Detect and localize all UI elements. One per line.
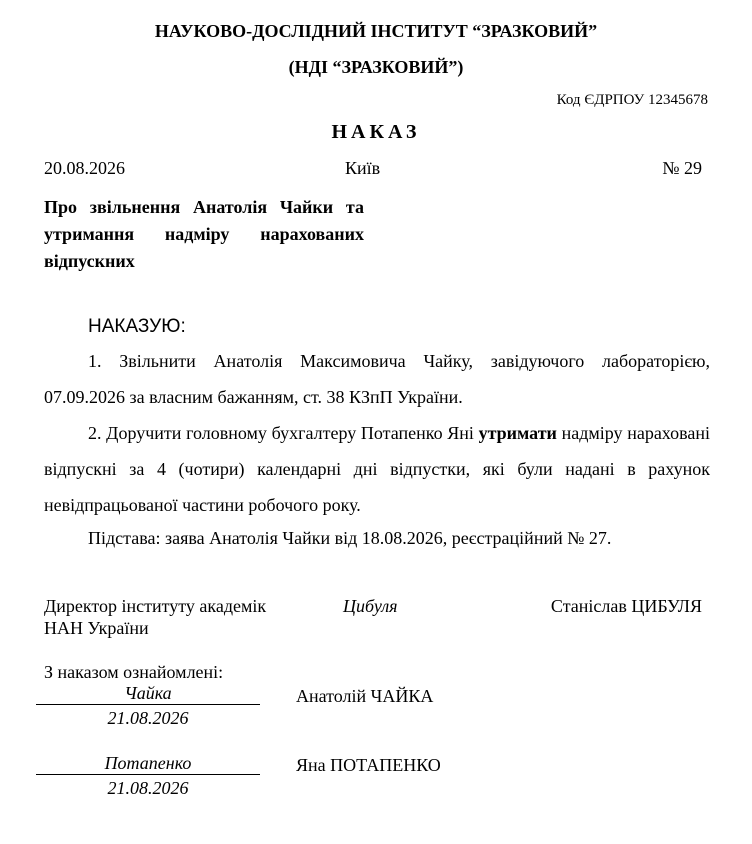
signature-line (36, 704, 260, 705)
paragraph-2-text-start: 2. Доручити головному бухгалтеру Потапенко Яні (88, 423, 479, 443)
edrpou-code: Код ЄДРПОУ 12345678 (556, 92, 708, 108)
paragraph-1 (44, 343, 710, 415)
acquaintance-date: 21.08.2026 (107, 708, 189, 728)
acquaintance-signature: Чайка (124, 683, 172, 703)
acquaintance-signature: Потапенко (104, 753, 192, 773)
organization-short-name: (НДІ “ЗРАЗКОВИЙ”) (288, 57, 464, 77)
order-word: НАКАЗУЮ: (88, 316, 186, 337)
acquaintance-date: 21.08.2026 (107, 778, 189, 798)
organization-name: НАУКОВО-ДОСЛІДНИЙ ІНСТИТУТ “ЗРАЗКОВИЙ” (154, 21, 598, 41)
paragraph-1-text: 1. Звільнити Анатолія Максимовича Чайку, завідуючого лабораторією, 07.09.2026 за власним бажанням, ст. 38 КЗпП України. (44, 351, 710, 407)
director-signature: Цибуля (343, 596, 398, 616)
basis-text: Підстава: заява Анатолія Чайки від 18.08.2026, реєстраційний № 27. (88, 528, 612, 548)
signature-line (36, 774, 260, 775)
paragraph-2 (44, 415, 710, 523)
basis-paragraph (44, 520, 710, 556)
acquaintance-name: Яна ПОТАПЕНКО (296, 755, 441, 775)
signer-position: Директор інституту академік НАН України (44, 596, 267, 638)
paragraph-2-text-end: надміру нараховані відпускні за 4 (чотири) календарні дні відпустки, які були надані в рахунок невідпрацьованої частини робочого року. (44, 423, 711, 515)
document-city: Київ (345, 158, 381, 178)
acquaintance-name: Анатолій ЧАЙКА (296, 686, 434, 706)
document-date: 20.08.2026 (44, 158, 125, 178)
document-number: № 29 (662, 158, 702, 178)
document-subject: Про звільнення Анатолія Чайки та утримання надміру нарахованих відпускних (44, 197, 364, 271)
document-type: НАКАЗ (331, 121, 421, 143)
signer-name: Станіслав ЦИБУЛЯ (550, 596, 702, 616)
paragraph-2-emphasis: утримати (478, 423, 557, 443)
acquainted-title: З наказом ознайомлені: (44, 662, 224, 682)
